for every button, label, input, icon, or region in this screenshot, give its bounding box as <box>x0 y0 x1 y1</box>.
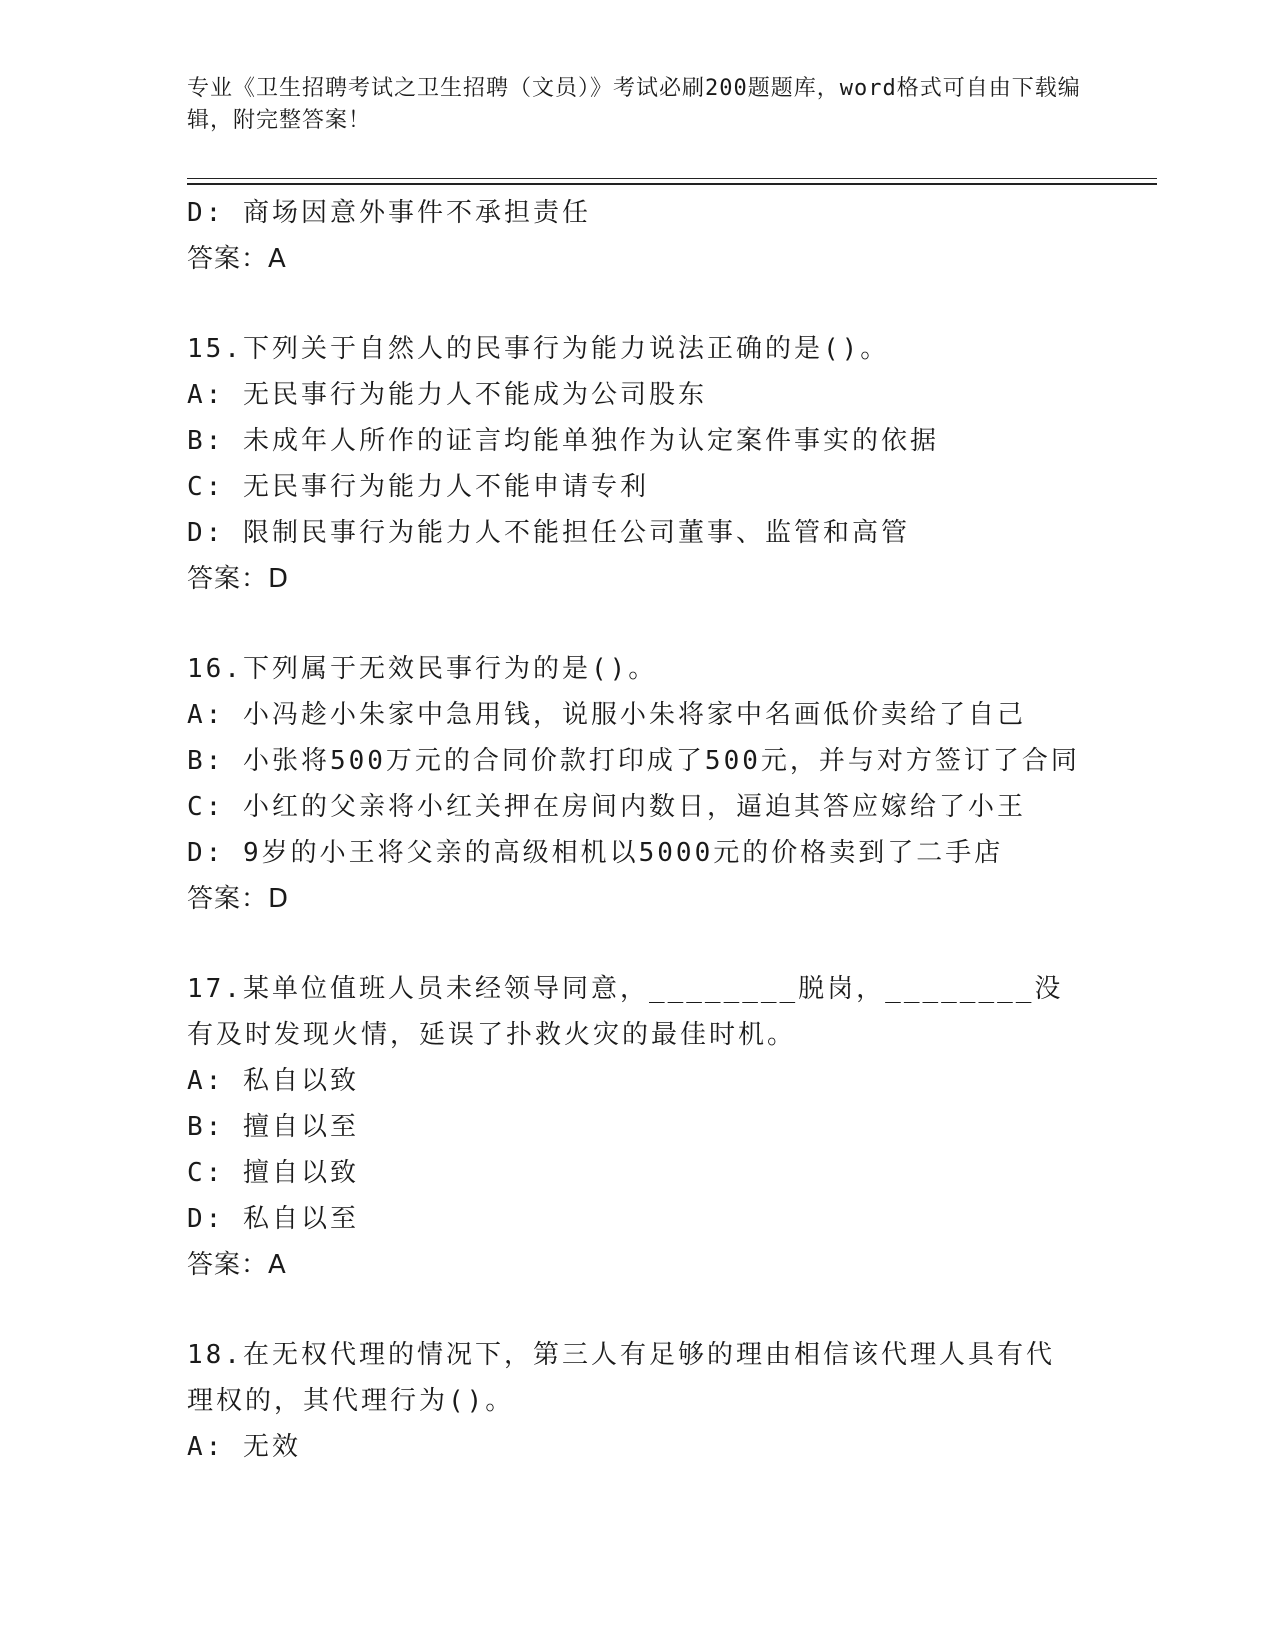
page-header: 专业《卫生招聘考试之卫生招聘（文员）》考试必刷200题题库，word格式可自由下载编辑，附完整答案！ <box>187 76 1081 133</box>
question-stem: 15.下列关于自然人的民事行为能力说法正确的是()。 <box>187 334 890 364</box>
header-divider-thin <box>187 178 1157 179</box>
question-stem: 17.某单位值班人员未经领导同意，________脱岗，________没有及时发现火情，延误了扑救火灾的最佳时机。 <box>187 974 1064 1050</box>
option-b: B: 小张将500万元的合同价款打印成了500元，并与对方签订了合同 <box>187 746 1080 776</box>
option-a: A: 小冯趁小朱家中急用钱，说服小朱将家中名画低价卖给了自己 <box>187 700 1026 730</box>
option-d: D: 9岁的小王将父亲的高级相机以5000元的价格卖到了二手店 <box>187 838 1004 868</box>
option-c: C: 擅自以致 <box>187 1158 359 1188</box>
option-d: D: 商场因意外事件不承担责任 <box>187 198 591 228</box>
option-d: D: 私自以至 <box>187 1204 359 1234</box>
option-d: D: 限制民事行为能力人不能担任公司董事、监管和高管 <box>187 518 910 548</box>
option-a: A: 私自以致 <box>187 1066 359 1096</box>
option-c: C: 小红的父亲将小红关押在房间内数日，逼迫其答应嫁给了小王 <box>187 792 1026 822</box>
answer-line: 答案：A <box>187 244 287 274</box>
option-a: A: 无民事行为能力人不能成为公司股东 <box>187 380 707 410</box>
option-b: B: 擅自以至 <box>187 1112 359 1142</box>
option-a: A: 无效 <box>187 1432 301 1462</box>
question-stem: 16.下列属于无效民事行为的是()。 <box>187 654 658 684</box>
option-b: B: 未成年人所作的证言均能单独作为认定案件事实的依据 <box>187 426 939 456</box>
question-list <box>187 190 1087 1470</box>
answer-line: 答案：D <box>187 884 290 914</box>
question-stem: 18.在无权代理的情况下，第三人有足够的理由相信该代理人具有代理权的，其代理行为()。 <box>187 1340 1055 1416</box>
answer-line: 答案：A <box>187 1250 287 1280</box>
option-c: C: 无民事行为能力人不能申请专利 <box>187 472 649 502</box>
header-divider-thick <box>187 183 1157 185</box>
answer-line: 答案：D <box>187 564 290 594</box>
